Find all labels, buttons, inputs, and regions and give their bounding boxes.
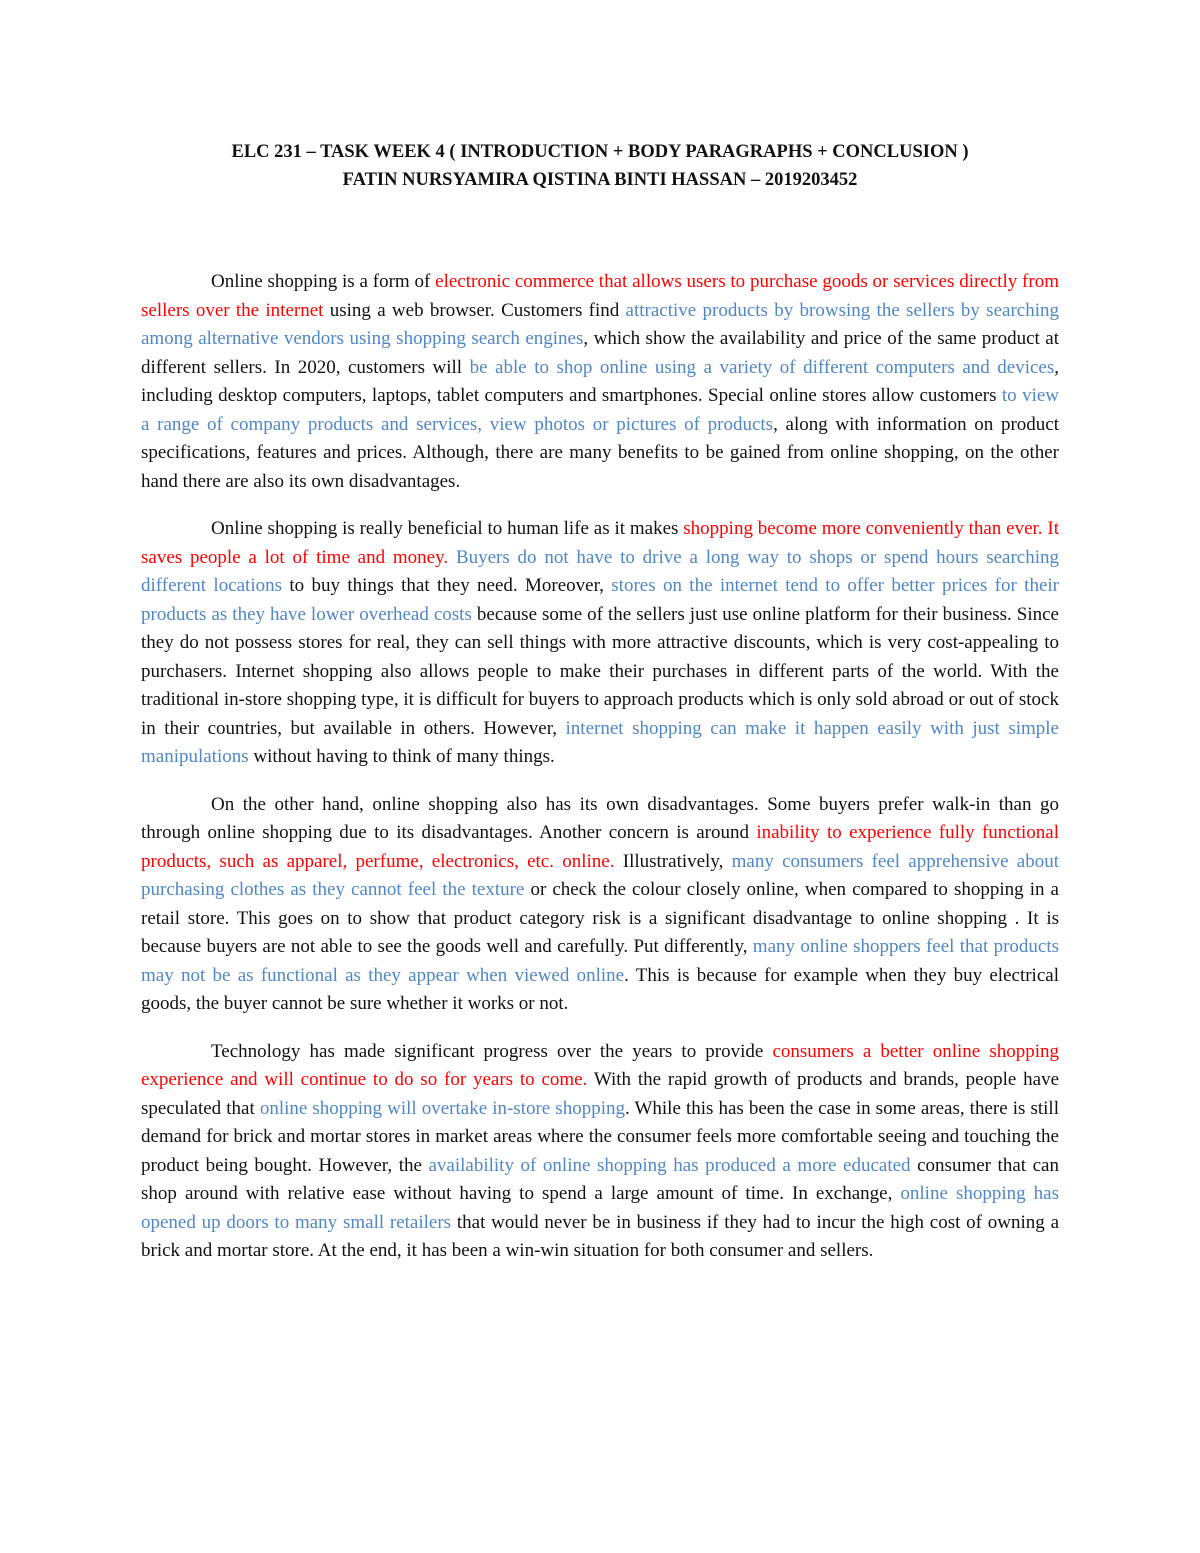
blue-highlight-run: to view a range of company products and services, view photos or pictures of products: [141, 385, 1059, 435]
text-run: using a web browser. Customers find: [323, 299, 626, 321]
blue-highlight-run: stores on the internet tend to offer better prices for their products as they have lower overhead costs: [141, 575, 1059, 625]
title-spacer: [141, 194, 1059, 268]
text-run: Illustratively,: [614, 850, 732, 872]
blue-highlight-run: internet shopping can make it happen easily with just simple manipulations: [141, 717, 1059, 767]
paragraph-conclusion: [141, 1038, 1059, 1266]
text-run: that would never be in business if they had to incur the high cost of owning a brick and mortar store. At the end, it has been a win-win situation for both consumer and sellers.: [141, 1211, 1059, 1261]
blue-highlight-run: online shopping will overtake in-store shopping: [259, 1097, 625, 1119]
blue-highlight-run: be able to shop online using a variety of different computers and devices: [469, 356, 1055, 378]
text-run: Online shopping is a form of: [211, 271, 436, 292]
paragraph-body-advantages: [141, 515, 1059, 772]
text-run: . This is because for example when they buy electrical goods, the buyer cannot be sure whether it works or not.: [141, 964, 1059, 1014]
blue-highlight-run: availability of online shopping has produced a more educated: [428, 1154, 911, 1176]
blue-highlight-run: many online shoppers feel that products may not be as functional as they appear when viewed online: [141, 936, 1060, 986]
text-run: , including desktop computers, laptops, tablet computers and smartphones. Special online stores allow customers: [141, 356, 1059, 406]
text-run: . While this has been the case in some areas, there is still demand for brick and mortar stores in market areas where the consumer feels more comfortable seeing and touching the product being bought. However, the: [141, 1097, 1059, 1176]
text-run: because some of the sellers just use online platform for their business. Since they do not possess stores for real, they can sell things with more attractive discounts, which is very cost-appealing to purchasers. Internet shopping also allows people to make their purchases in different parts of the world. With the traditional in-store shopping type, it is difficult for buyers to approach products which is only sold abroad or out of stock in their countries, but available in others. However,: [141, 603, 1059, 739]
blue-highlight-run: many consumers feel apprehensive about purchasing clothes as they cannot feel the texture: [141, 850, 1060, 900]
text-run: , which show the availability and price of the same product at different sellers. In 2020, customers will: [141, 328, 1059, 378]
text-run: With the rapid growth of products and brands, people have speculated that: [141, 1069, 1060, 1119]
document-title-line-2: FATIN NURSYAMIRA QISTINA BINTI HASSAN – 2019203452: [342, 170, 858, 190]
text-run: to buy things that they need. Moreover,: [282, 575, 612, 596]
text-run: Online shopping is really beneficial to human life as it makes: [211, 518, 684, 539]
text-run: consumer that can shop around with relative ease without having to spend a large amount of time. In exchange,: [141, 1154, 1059, 1204]
text-run: , along with information on product specifications, features and prices. Although, there are many benefits to be gained from online shopping, on the other hand there are also its own disadvantages.: [141, 413, 1060, 492]
text-run: Technology has made significant progress over the years to provide: [211, 1040, 773, 1062]
paragraph-introduction: [141, 268, 1059, 496]
document-page: [141, 138, 1059, 1285]
blue-highlight-run: attractive products by browsing the sellers by searching among alternative vendors using shopping search engines: [141, 299, 1059, 349]
red-highlight-run: shopping become more conveniently than ever. It saves people a lot of time and money.: [141, 518, 1060, 568]
text-run: without having to think of many things.: [248, 746, 555, 767]
red-highlight-run: consumers a better online shopping experience and will continue to do so for years to come.: [141, 1040, 1059, 1090]
text-run: or check the colour closely online, when compared to shopping in a retail store. This goes on to show that product category risk is a significant disadvantage to online shopping . It is because buyers are not able to see the goods well and carefully. Put differently,: [141, 879, 1059, 957]
blue-highlight-run: online shopping has opened up doors to many small retailers: [141, 1183, 1059, 1233]
blue-highlight-run: Buyers do not have to drive a long way to shops or spend hours searching different locations: [141, 546, 1059, 596]
red-highlight-run: electronic commerce that allows users to purchase goods or services directly from sellers over the internet: [141, 271, 1059, 321]
text-run: [448, 547, 456, 568]
text-run: On the other hand, online shopping also has its own disadvantages. Some buyers prefer walk-in than go through online shopping due to its disadvantages. Another concern is around: [141, 793, 1059, 843]
document-title-line-1: ELC 231 – TASK WEEK 4 ( INTRODUCTION + BODY PARAGRAPHS + CONCLUSION ): [231, 142, 969, 162]
paragraph-body-disadvantages: [141, 791, 1059, 1019]
red-highlight-run: inability to experience fully functional products, such as apparel, perfume, electronics, etc. online.: [141, 822, 1059, 872]
